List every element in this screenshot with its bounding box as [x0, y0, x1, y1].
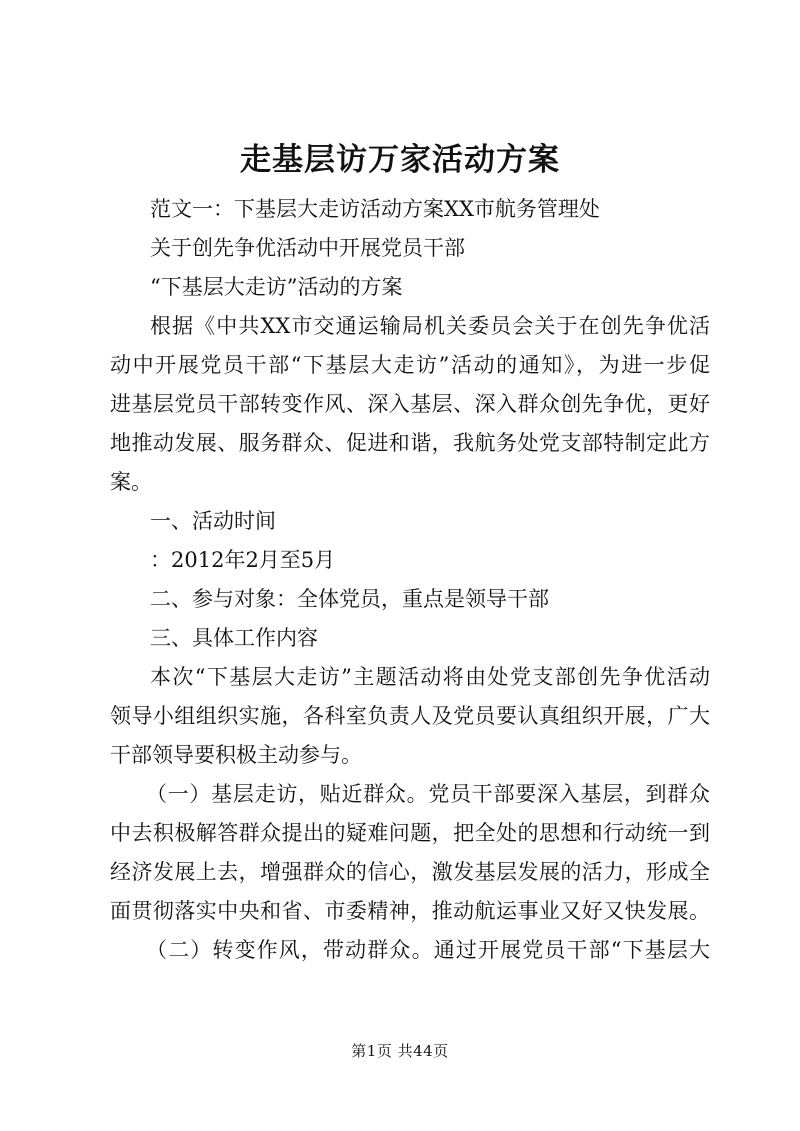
- body-line: 中去积极解答群众提出的疑难问题，把全处的思想和行动统一到: [110, 821, 710, 845]
- document-body: [110, 190, 710, 970]
- body-line: 领导小组组织实施，各科室负责人及党员要认真组织开展，广大: [110, 704, 710, 728]
- body-line: 面贯彻落实中央和省、市委精神，推动航运事业又好又快发展。: [110, 899, 710, 923]
- page-number: 第1页 共44页: [351, 1042, 449, 1060]
- body-line: （二）转变作风，带动群众。通过开展党员干部“下基层大: [146, 938, 710, 962]
- body-line: ：2012年2月至5月: [150, 548, 336, 572]
- document-title: 走基层访万家活动方案: [240, 142, 560, 178]
- body-line: 干部领导要积极主动参与。: [110, 743, 362, 767]
- body-line: “下基层大走访”活动的方案: [150, 275, 403, 299]
- body-line: （一）基层走访，贴近群众。党员干部要深入基层，到群众: [146, 782, 710, 806]
- body-line: 本次“下基层大走访”主题活动将由处党支部创先争优活动: [150, 665, 710, 689]
- body-line: 根据《中共XX市交通运输局机关委员会关于在创先争优活: [150, 314, 710, 338]
- body-line: 动中开展党员干部“下基层大走访”活动的通知》，为进一步促: [110, 353, 710, 377]
- body-line: 进基层党员干部转变作风、深入基层、深入群众创先争优，更好: [110, 392, 710, 416]
- body-line: 经济发展上去，增强群众的信心，激发基层发展的活力，形成全: [110, 860, 710, 884]
- body-line: 范文一：下基层大走访活动方案XX市航务管理处: [150, 197, 600, 221]
- body-line: 案。: [110, 470, 152, 494]
- section-heading: 三、具体工作内容: [150, 626, 318, 650]
- section-heading: 一、活动时间: [150, 509, 276, 533]
- body-line: 地推动发展、服务群众、促进和谐，我航务处党支部特制定此方: [110, 431, 710, 455]
- body-line: 关于创先争优活动中开展党员干部: [150, 236, 465, 260]
- section-heading: 二、参与对象：全体党员，重点是领导干部: [150, 587, 549, 611]
